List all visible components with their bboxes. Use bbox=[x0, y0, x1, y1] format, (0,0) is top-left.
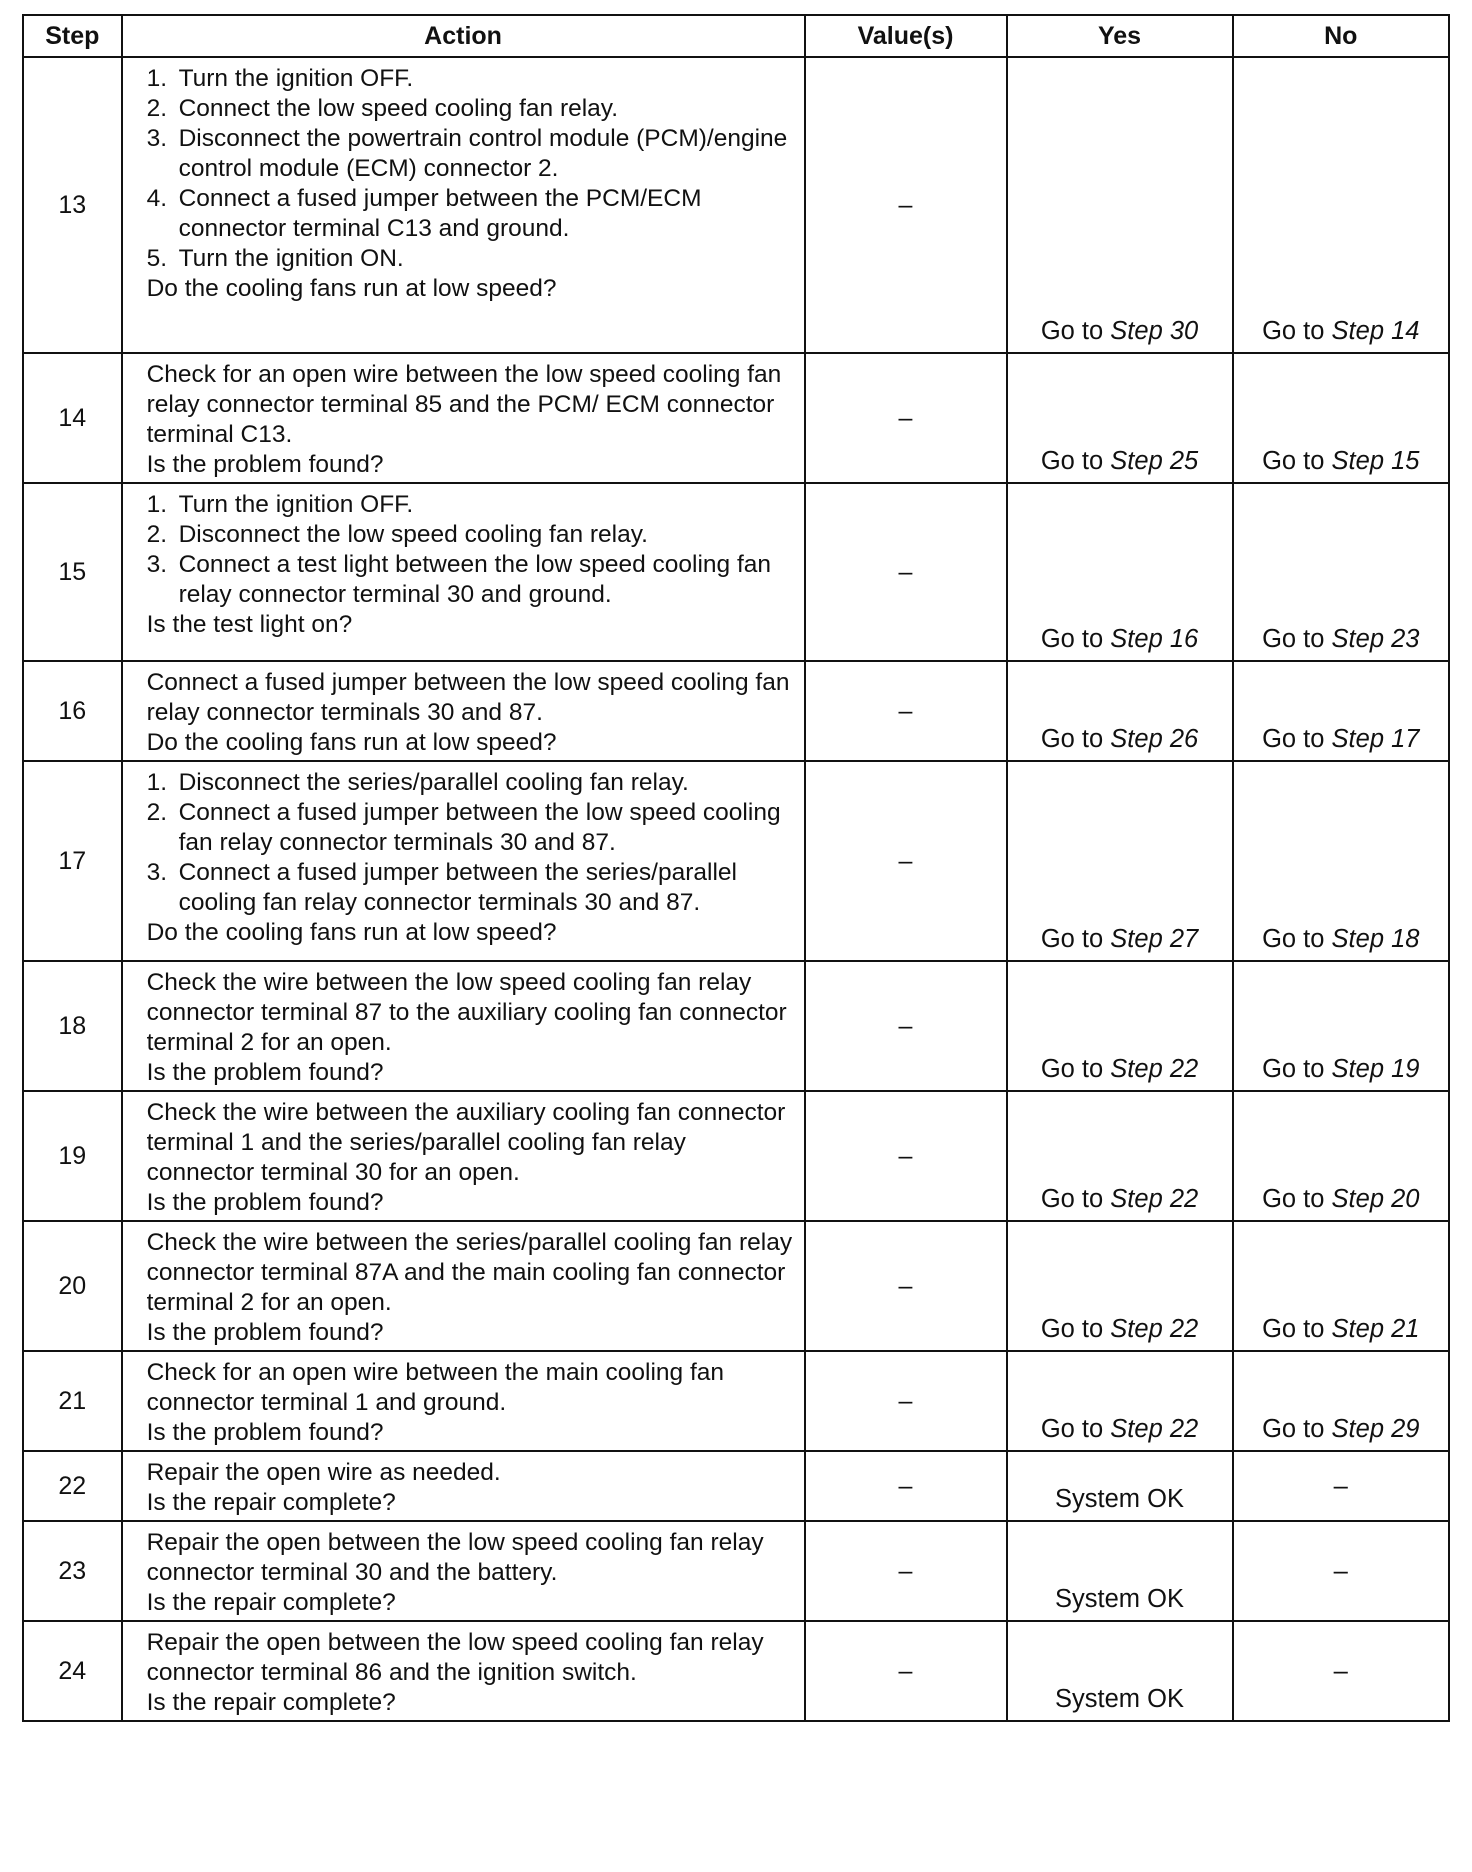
no-step-ref: Step 14 bbox=[1324, 317, 1420, 345]
no-step-ref: Step 21 bbox=[1324, 1315, 1420, 1343]
yes-cell bbox=[1007, 1091, 1233, 1221]
no-go-to-label: Go to bbox=[1262, 625, 1325, 653]
action-cell bbox=[122, 1091, 805, 1221]
action-text: Repair the open between the low speed cooling fan relay connector terminal 30 and the battery. bbox=[146, 1529, 764, 1586]
action-question: Is the problem found? bbox=[146, 1189, 384, 1216]
action-cell bbox=[122, 1351, 805, 1451]
step-number: 13 bbox=[23, 57, 122, 353]
yes-go-to-label: Go to bbox=[1040, 625, 1104, 653]
yes-cell bbox=[1007, 761, 1233, 961]
no-step-ref: Step 23 bbox=[1324, 625, 1420, 653]
action-cell bbox=[122, 57, 805, 353]
yes-step-ref: Step 30 bbox=[1103, 317, 1199, 345]
table-row bbox=[23, 661, 1449, 761]
yes-step-ref: Step 25 bbox=[1103, 447, 1199, 475]
action-step-item bbox=[147, 124, 794, 184]
yes-step-ref: Step 26 bbox=[1103, 725, 1199, 753]
action-step-number: 5. bbox=[146, 245, 168, 272]
action-text: Check the wire between the series/parallel cooling fan relay connector terminal 87A and the main cooling fan connector terminal 2 for an open. bbox=[146, 1229, 793, 1316]
yes-go-to-label: Go to bbox=[1040, 725, 1104, 753]
step-number: 14 bbox=[23, 353, 122, 483]
action-cell bbox=[122, 483, 805, 661]
action-text: Check for an open wire between the low speed cooling fan relay connector terminal 85 and the PCM/ ECM connector terminal C13. bbox=[146, 361, 782, 448]
action-step-number: 2. bbox=[146, 95, 168, 122]
yes-cell bbox=[1007, 1221, 1233, 1351]
action-step-item bbox=[147, 798, 794, 858]
table-row bbox=[23, 57, 1449, 353]
header-action: Action bbox=[122, 15, 805, 57]
value-cell: – bbox=[805, 1451, 1007, 1521]
action-step-number: 1. bbox=[146, 65, 168, 92]
action-cell bbox=[122, 1451, 805, 1521]
no-result-text: – bbox=[1333, 1471, 1348, 1500]
action-step-text: Connect a fused jumper between the series/parallel cooling fan relay connector terminals 30 and 87. bbox=[178, 859, 737, 916]
no-go-to-label: Go to bbox=[1262, 1315, 1325, 1343]
no-step-ref: Step 18 bbox=[1324, 925, 1420, 953]
yes-step-ref: Step 22 bbox=[1103, 1055, 1199, 1083]
table-row bbox=[23, 483, 1449, 661]
no-cell bbox=[1233, 483, 1449, 661]
no-go-to-label: Go to bbox=[1262, 1055, 1325, 1083]
action-step-item bbox=[147, 858, 794, 918]
yes-go-to-label: Go to bbox=[1040, 1415, 1104, 1443]
step-number: 18 bbox=[23, 961, 122, 1091]
action-cell bbox=[122, 661, 805, 761]
yes-step-ref: Step 16 bbox=[1103, 625, 1199, 653]
value-cell: – bbox=[805, 483, 1007, 661]
step-number: 15 bbox=[23, 483, 122, 661]
step-number: 24 bbox=[23, 1621, 122, 1721]
no-step-ref: Step 19 bbox=[1324, 1055, 1420, 1083]
no-cell bbox=[1233, 1221, 1449, 1351]
action-cell bbox=[122, 961, 805, 1091]
action-step-number: 3. bbox=[146, 551, 168, 578]
action-step-text: Connect a fused jumper between the low speed cooling fan relay connector terminals 30 and 87. bbox=[178, 799, 781, 856]
no-cell bbox=[1233, 961, 1449, 1091]
action-step-item bbox=[147, 64, 794, 94]
no-go-to-label: Go to bbox=[1262, 925, 1325, 953]
table-row bbox=[23, 1621, 1449, 1721]
action-cell bbox=[122, 1621, 805, 1721]
value-cell: – bbox=[805, 1621, 1007, 1721]
action-step-text: Turn the ignition OFF. bbox=[178, 65, 414, 92]
action-question: Is the problem found? bbox=[146, 451, 384, 478]
action-text: Repair the open between the low speed cooling fan relay connector terminal 86 and the ignition switch. bbox=[146, 1629, 764, 1686]
action-step-number: 1. bbox=[146, 769, 168, 796]
no-step-ref: Step 17 bbox=[1324, 725, 1420, 753]
value-cell: – bbox=[805, 1351, 1007, 1451]
table-row bbox=[23, 961, 1449, 1091]
value-cell: – bbox=[805, 961, 1007, 1091]
action-step-item bbox=[147, 768, 794, 798]
value-cell: – bbox=[805, 57, 1007, 353]
value-cell: – bbox=[805, 353, 1007, 483]
no-cell bbox=[1233, 1621, 1449, 1721]
yes-step-ref: Step 22 bbox=[1103, 1315, 1199, 1343]
table-row bbox=[23, 1521, 1449, 1621]
action-step-text: Disconnect the series/parallel cooling fan relay. bbox=[178, 769, 689, 796]
action-question: Is the problem found? bbox=[146, 1059, 384, 1086]
value-cell: – bbox=[805, 1221, 1007, 1351]
header-step: Step bbox=[23, 15, 122, 57]
table-row bbox=[23, 1451, 1449, 1521]
step-number: 23 bbox=[23, 1521, 122, 1621]
action-step-text: Disconnect the low speed cooling fan relay. bbox=[178, 521, 648, 548]
action-step-number: 2. bbox=[146, 521, 168, 548]
yes-cell bbox=[1007, 1521, 1233, 1621]
header-yes: Yes bbox=[1007, 15, 1233, 57]
action-question: Is the repair complete? bbox=[146, 1489, 396, 1516]
yes-cell bbox=[1007, 1351, 1233, 1451]
yes-step-ref: Step 27 bbox=[1103, 925, 1199, 953]
step-number: 21 bbox=[23, 1351, 122, 1451]
action-step-item bbox=[147, 184, 794, 244]
header-values: Value(s) bbox=[805, 15, 1007, 57]
table-row bbox=[23, 761, 1449, 961]
action-question: Is the test light on? bbox=[146, 611, 353, 638]
yes-cell bbox=[1007, 961, 1233, 1091]
no-cell bbox=[1233, 1351, 1449, 1451]
action-question: Is the repair complete? bbox=[146, 1689, 396, 1716]
action-question: Do the cooling fans run at low speed? bbox=[146, 729, 557, 756]
action-step-number: 2. bbox=[146, 799, 168, 826]
value-cell: – bbox=[805, 1091, 1007, 1221]
step-number: 17 bbox=[23, 761, 122, 961]
yes-cell bbox=[1007, 57, 1233, 353]
no-go-to-label: Go to bbox=[1262, 317, 1325, 345]
action-step-text: Disconnect the powertrain control module (PCM)/engine control module (ECM) connector 2. bbox=[178, 125, 788, 182]
action-step-number: 4. bbox=[146, 185, 168, 212]
yes-go-to-label: Go to bbox=[1040, 317, 1104, 345]
no-result-text: – bbox=[1333, 1656, 1348, 1685]
yes-go-to-label: Go to bbox=[1040, 925, 1104, 953]
yes-step-ref: Step 22 bbox=[1103, 1185, 1199, 1213]
step-number: 20 bbox=[23, 1221, 122, 1351]
action-question: Is the problem found? bbox=[146, 1419, 384, 1446]
action-step-item bbox=[147, 94, 794, 124]
step-number: 19 bbox=[23, 1091, 122, 1221]
value-cell: – bbox=[805, 1521, 1007, 1621]
no-go-to-label: Go to bbox=[1262, 1185, 1325, 1213]
yes-cell bbox=[1007, 1451, 1233, 1521]
action-step-item bbox=[147, 520, 794, 550]
yes-cell bbox=[1007, 661, 1233, 761]
action-steps-list bbox=[147, 64, 794, 274]
yes-cell bbox=[1007, 483, 1233, 661]
action-step-text: Connect a fused jumper between the PCM/ECM connector terminal C13 and ground. bbox=[178, 185, 702, 242]
no-cell bbox=[1233, 1091, 1449, 1221]
no-step-ref: Step 29 bbox=[1324, 1415, 1420, 1443]
action-question: Do the cooling fans run at low speed? bbox=[146, 275, 557, 302]
header-no: No bbox=[1233, 15, 1449, 57]
value-cell: – bbox=[805, 661, 1007, 761]
diagnostic-table bbox=[22, 14, 1450, 1722]
action-steps-list bbox=[147, 768, 794, 918]
no-cell bbox=[1233, 661, 1449, 761]
action-step-item bbox=[147, 550, 794, 610]
yes-cell bbox=[1007, 1621, 1233, 1721]
table-row bbox=[23, 1351, 1449, 1451]
action-cell bbox=[122, 1221, 805, 1351]
table-row bbox=[23, 1221, 1449, 1351]
no-result-text: – bbox=[1333, 1556, 1348, 1585]
action-step-text: Connect the low speed cooling fan relay. bbox=[178, 95, 619, 122]
table-header-row bbox=[23, 15, 1449, 57]
no-go-to-label: Go to bbox=[1262, 725, 1325, 753]
yes-go-to-label: Go to bbox=[1040, 1055, 1104, 1083]
yes-result-text: System OK bbox=[1055, 1685, 1184, 1713]
no-step-ref: Step 20 bbox=[1324, 1185, 1420, 1213]
yes-go-to-label: Go to bbox=[1040, 1185, 1104, 1213]
no-go-to-label: Go to bbox=[1262, 1415, 1325, 1443]
no-cell bbox=[1233, 1521, 1449, 1621]
table-body bbox=[23, 57, 1449, 1721]
no-cell bbox=[1233, 353, 1449, 483]
yes-step-ref: Step 22 bbox=[1103, 1415, 1199, 1443]
step-number: 16 bbox=[23, 661, 122, 761]
yes-result-text: System OK bbox=[1055, 1585, 1184, 1613]
action-step-number: 1. bbox=[146, 491, 168, 518]
no-cell bbox=[1233, 1451, 1449, 1521]
action-question: Do the cooling fans run at low speed? bbox=[146, 919, 557, 946]
action-text: Connect a fused jumper between the low speed cooling fan relay connector terminals 30 and 87. bbox=[146, 669, 790, 726]
action-cell bbox=[122, 1521, 805, 1621]
action-steps-list bbox=[147, 490, 794, 610]
action-step-item bbox=[147, 490, 794, 520]
action-step-number: 3. bbox=[146, 125, 168, 152]
table-row bbox=[23, 353, 1449, 483]
yes-result-text: System OK bbox=[1055, 1485, 1184, 1513]
no-cell bbox=[1233, 57, 1449, 353]
action-question: Is the repair complete? bbox=[146, 1589, 396, 1616]
action-cell bbox=[122, 353, 805, 483]
yes-cell bbox=[1007, 353, 1233, 483]
table-row bbox=[23, 1091, 1449, 1221]
yes-go-to-label: Go to bbox=[1040, 447, 1104, 475]
action-text: Check for an open wire between the main cooling fan connector terminal 1 and ground. bbox=[146, 1359, 725, 1416]
no-step-ref: Step 15 bbox=[1324, 447, 1420, 475]
action-text: Check the wire between the auxiliary cooling fan connector terminal 1 and the series/parallel cooling fan relay connector terminal 30 for an open. bbox=[146, 1099, 786, 1186]
action-text: Repair the open wire as needed. bbox=[146, 1459, 501, 1486]
action-step-number: 3. bbox=[146, 859, 168, 886]
action-cell bbox=[122, 761, 805, 961]
action-text: Check the wire between the low speed cooling fan relay connector terminal 87 to the auxiliary cooling fan connector terminal 2 for an open. bbox=[146, 969, 787, 1056]
yes-go-to-label: Go to bbox=[1040, 1315, 1104, 1343]
diagnostic-table-container bbox=[22, 14, 1450, 1722]
action-step-text: Turn the ignition ON. bbox=[178, 245, 404, 272]
step-number: 22 bbox=[23, 1451, 122, 1521]
action-step-text: Turn the ignition OFF. bbox=[178, 491, 414, 518]
action-step-item bbox=[147, 244, 794, 274]
action-question: Is the problem found? bbox=[146, 1319, 384, 1346]
action-step-text: Connect a test light between the low speed cooling fan relay connector terminal 30 and ground. bbox=[178, 551, 772, 608]
no-cell bbox=[1233, 761, 1449, 961]
no-go-to-label: Go to bbox=[1262, 447, 1325, 475]
value-cell: – bbox=[805, 761, 1007, 961]
